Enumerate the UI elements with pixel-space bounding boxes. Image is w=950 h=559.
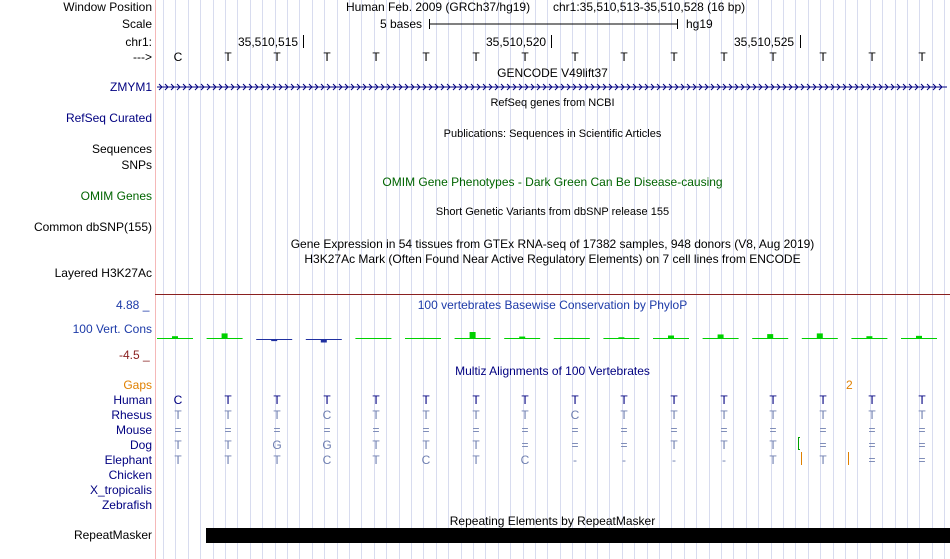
base-letter: T — [620, 393, 628, 407]
zmym1-gene-label[interactable]: ZMYM1 — [110, 80, 152, 94]
base-letter: T — [224, 438, 232, 452]
cons-label[interactable]: 100 Vert. Cons — [72, 322, 152, 336]
multiz-track-title[interactable]: Multiz Alignments of 100 Vertebrates — [455, 364, 650, 378]
base-letter: T — [769, 438, 777, 452]
scale-label: Scale — [121, 17, 152, 31]
base-letter: T — [620, 408, 628, 422]
base-letter: T — [273, 393, 281, 407]
base-letter: C — [322, 408, 332, 422]
base-letter: T — [720, 438, 728, 452]
dbsnp-label[interactable]: Common dbSNP(155) — [33, 220, 152, 234]
scale-bar — [429, 17, 678, 31]
base-letter: T — [720, 408, 728, 422]
gencode-track-title[interactable]: GENCODE V49lift37 — [497, 66, 608, 80]
repeat-label[interactable]: RepeatMasker — [73, 528, 152, 542]
base-letter: C — [322, 453, 332, 467]
base-letter: = — [620, 423, 628, 437]
refseq-label[interactable]: RefSeq Curated — [65, 111, 152, 125]
base-letter: - — [722, 453, 726, 467]
base-letter: = — [819, 438, 827, 452]
base-letter: T — [769, 50, 777, 64]
base-letter: = — [372, 423, 380, 437]
window-position-label: Window Position — [63, 0, 152, 14]
base-letter: T — [224, 50, 232, 64]
base-letter: T — [720, 393, 728, 407]
base-letter: T — [372, 408, 380, 422]
tick-label: 35,510,525 — [734, 35, 795, 49]
base-letter: T — [174, 408, 182, 422]
base-letter: T — [174, 438, 182, 452]
base-letter: T — [472, 393, 480, 407]
base-letter: T — [819, 50, 827, 64]
alignment-row — [0, 423, 950, 438]
base-letter: T — [224, 393, 232, 407]
base-letter: T — [819, 408, 827, 422]
base-letter: T — [422, 408, 430, 422]
base-letter: C — [520, 453, 530, 467]
cons-bar — [519, 337, 525, 339]
reference-bases-row — [0, 50, 950, 65]
gap-count: 2 — [846, 378, 853, 392]
base-letter: - — [573, 453, 577, 467]
base-letter: T — [521, 393, 529, 407]
repeat-track-title[interactable]: Repeating Elements by RepeatMasker — [449, 514, 656, 528]
cons-bar — [420, 338, 426, 339]
species-label[interactable]: Mouse — [115, 423, 152, 437]
alignment-row — [0, 453, 950, 468]
base-letter: T — [670, 393, 678, 407]
cons-bar — [668, 336, 674, 340]
alignment-row — [0, 468, 950, 483]
tick-label: 35,510,515 — [238, 35, 299, 49]
base-letter: = — [720, 423, 728, 437]
genome-position[interactable]: chr1:35,510,513-35,510,528 (16 bp) — [553, 0, 746, 14]
species-label[interactable]: Chicken — [108, 468, 152, 482]
cons-bar — [370, 338, 376, 339]
cons-bar — [718, 334, 724, 339]
base-letter: = — [620, 438, 628, 452]
refseq-track-title[interactable]: RefSeq genes from NCBI — [490, 97, 615, 109]
publications-track-title[interactable]: Publications: Sequences in Scientific Articles — [443, 128, 662, 140]
insertion-marker — [801, 452, 802, 465]
cons-bar — [321, 339, 327, 343]
base-letter: T — [472, 408, 480, 422]
tick-label: 35,510,520 — [486, 35, 547, 49]
snps-label[interactable]: SNPs — [121, 158, 152, 172]
base-letter: = — [918, 438, 926, 452]
base-letter: T — [323, 50, 331, 64]
zmym1-gene-track[interactable] — [157, 82, 947, 92]
base-letter: C — [173, 50, 183, 64]
insertion-marker — [848, 452, 849, 465]
base-letter: = — [769, 423, 777, 437]
base-letter: G — [322, 438, 332, 452]
alignment-row — [0, 408, 950, 423]
base-letter: C — [173, 393, 183, 407]
cons-bar — [767, 334, 773, 339]
scale-db: hg19 — [686, 17, 713, 31]
dbsnp-track-title[interactable]: Short Genetic Variants from dbSNP release 155 — [435, 206, 670, 218]
cons-bar — [866, 336, 872, 339]
base-letter: = — [670, 423, 678, 437]
h3k27ac-track-title[interactable]: H3K27Ac Mark (Often Found Near Active Regulatory Elements) on 7 cell lines from ENCODE — [304, 252, 801, 266]
tick-mark — [551, 35, 552, 48]
gtex-track-title[interactable]: Gene Expression in 54 tissues from GTEx RNA-seq of 17382 samples, 948 donors (V8, Aug 2019) — [290, 237, 815, 251]
species-label[interactable]: Dog — [129, 438, 152, 452]
track-separator — [155, 294, 950, 295]
cons-bar — [817, 333, 823, 339]
base-letter: - — [622, 453, 626, 467]
strand-label: ---> — [133, 50, 152, 64]
repeat-element-bar[interactable] — [206, 528, 950, 543]
base-letter: T — [224, 453, 232, 467]
cons-min-label: -4.5 _ — [119, 348, 150, 362]
base-letter: T — [372, 50, 380, 64]
base-letter: T — [422, 438, 430, 452]
cons-bar — [222, 333, 228, 339]
base-letter: T — [620, 50, 628, 64]
base-letter: = — [868, 453, 876, 467]
base-letter: T — [868, 50, 876, 64]
species-label[interactable]: Human — [113, 393, 152, 407]
base-letter: = — [224, 423, 232, 437]
base-letter: = — [819, 423, 827, 437]
alignment-row — [0, 438, 950, 453]
base-letter: = — [868, 423, 876, 437]
base-letter: T — [372, 438, 380, 452]
base-letter: = — [323, 423, 331, 437]
base-letter: T — [224, 408, 232, 422]
base-letter: T — [670, 438, 678, 452]
base-letter: T — [323, 393, 331, 407]
alignment-row — [0, 498, 950, 513]
species-label[interactable]: X_tropicalis — [89, 483, 152, 497]
cons-bar — [172, 336, 178, 339]
base-letter: T — [174, 453, 182, 467]
base-letter: T — [472, 438, 480, 452]
alignment-row — [0, 483, 950, 498]
base-letter: T — [273, 408, 281, 422]
base-letter: = — [521, 423, 529, 437]
base-letter: = — [868, 438, 876, 452]
base-letter: = — [918, 453, 926, 467]
tick-mark — [800, 35, 801, 48]
species-label[interactable]: Elephant — [104, 453, 152, 467]
base-letter: T — [422, 50, 430, 64]
base-letter: - — [672, 453, 676, 467]
cons-bar — [470, 332, 476, 339]
base-letter: T — [918, 393, 926, 407]
insertion-marker — [798, 437, 800, 450]
base-letter: T — [769, 393, 777, 407]
tick-mark — [303, 35, 304, 48]
omim-track-title[interactable]: OMIM Gene Phenotypes - Dark Green Can Be Disease-causing — [382, 175, 723, 189]
gaps-label[interactable]: Gaps — [123, 378, 152, 392]
cons-bar — [271, 339, 277, 341]
base-letter: T — [521, 408, 529, 422]
cons-bar — [569, 338, 575, 339]
base-letter: C — [570, 408, 580, 422]
alignment-row — [0, 393, 950, 408]
cons-bar — [916, 336, 922, 339]
omim-label[interactable]: OMIM Genes — [80, 189, 152, 203]
cons-track-title[interactable]: 100 vertebrates Basewise Conservation by PhyloP — [417, 298, 688, 312]
base-letter: T — [819, 393, 827, 407]
base-letter: T — [472, 50, 480, 64]
base-letter: = — [571, 438, 579, 452]
base-letter: T — [819, 453, 827, 467]
base-letter: = — [273, 423, 281, 437]
base-letter: T — [472, 453, 480, 467]
base-letter: = — [472, 423, 480, 437]
h3k27ac-label[interactable]: Layered H3K27Ac — [54, 266, 152, 280]
base-letter: = — [918, 423, 926, 437]
base-letter: T — [720, 50, 728, 64]
species-label[interactable]: Zebrafish — [101, 498, 152, 512]
base-letter: T — [571, 50, 579, 64]
cons-max-label: 4.88 _ — [116, 298, 150, 312]
conservation-plot[interactable] — [155, 325, 950, 350]
sequences-label[interactable]: Sequences — [91, 142, 152, 156]
chrom-label: chr1: — [125, 35, 152, 49]
scale-text: 5 bases — [380, 17, 423, 31]
base-letter: T — [422, 393, 430, 407]
base-letter: = — [521, 438, 529, 452]
base-letter: T — [372, 453, 380, 467]
base-letter: T — [868, 393, 876, 407]
species-label[interactable]: Rhesus — [111, 408, 152, 422]
base-letter: T — [670, 408, 678, 422]
assembly-name[interactable]: Human Feb. 2009 (GRCh37/hg19) — [346, 0, 531, 14]
base-letter: T — [769, 408, 777, 422]
base-letter: C — [421, 453, 431, 467]
base-letter: T — [571, 393, 579, 407]
base-letter: T — [372, 393, 380, 407]
base-letter: T — [273, 50, 281, 64]
base-letter: T — [868, 408, 876, 422]
base-letter: G — [272, 438, 282, 452]
base-letter: = — [571, 423, 579, 437]
base-letter: T — [521, 50, 529, 64]
base-letter: T — [918, 50, 926, 64]
base-letter: = — [174, 423, 182, 437]
base-letter: T — [918, 408, 926, 422]
base-letter: = — [422, 423, 430, 437]
base-letter: T — [769, 453, 777, 467]
cons-bar — [618, 337, 624, 339]
base-letter: T — [670, 50, 678, 64]
base-letter: T — [273, 453, 281, 467]
